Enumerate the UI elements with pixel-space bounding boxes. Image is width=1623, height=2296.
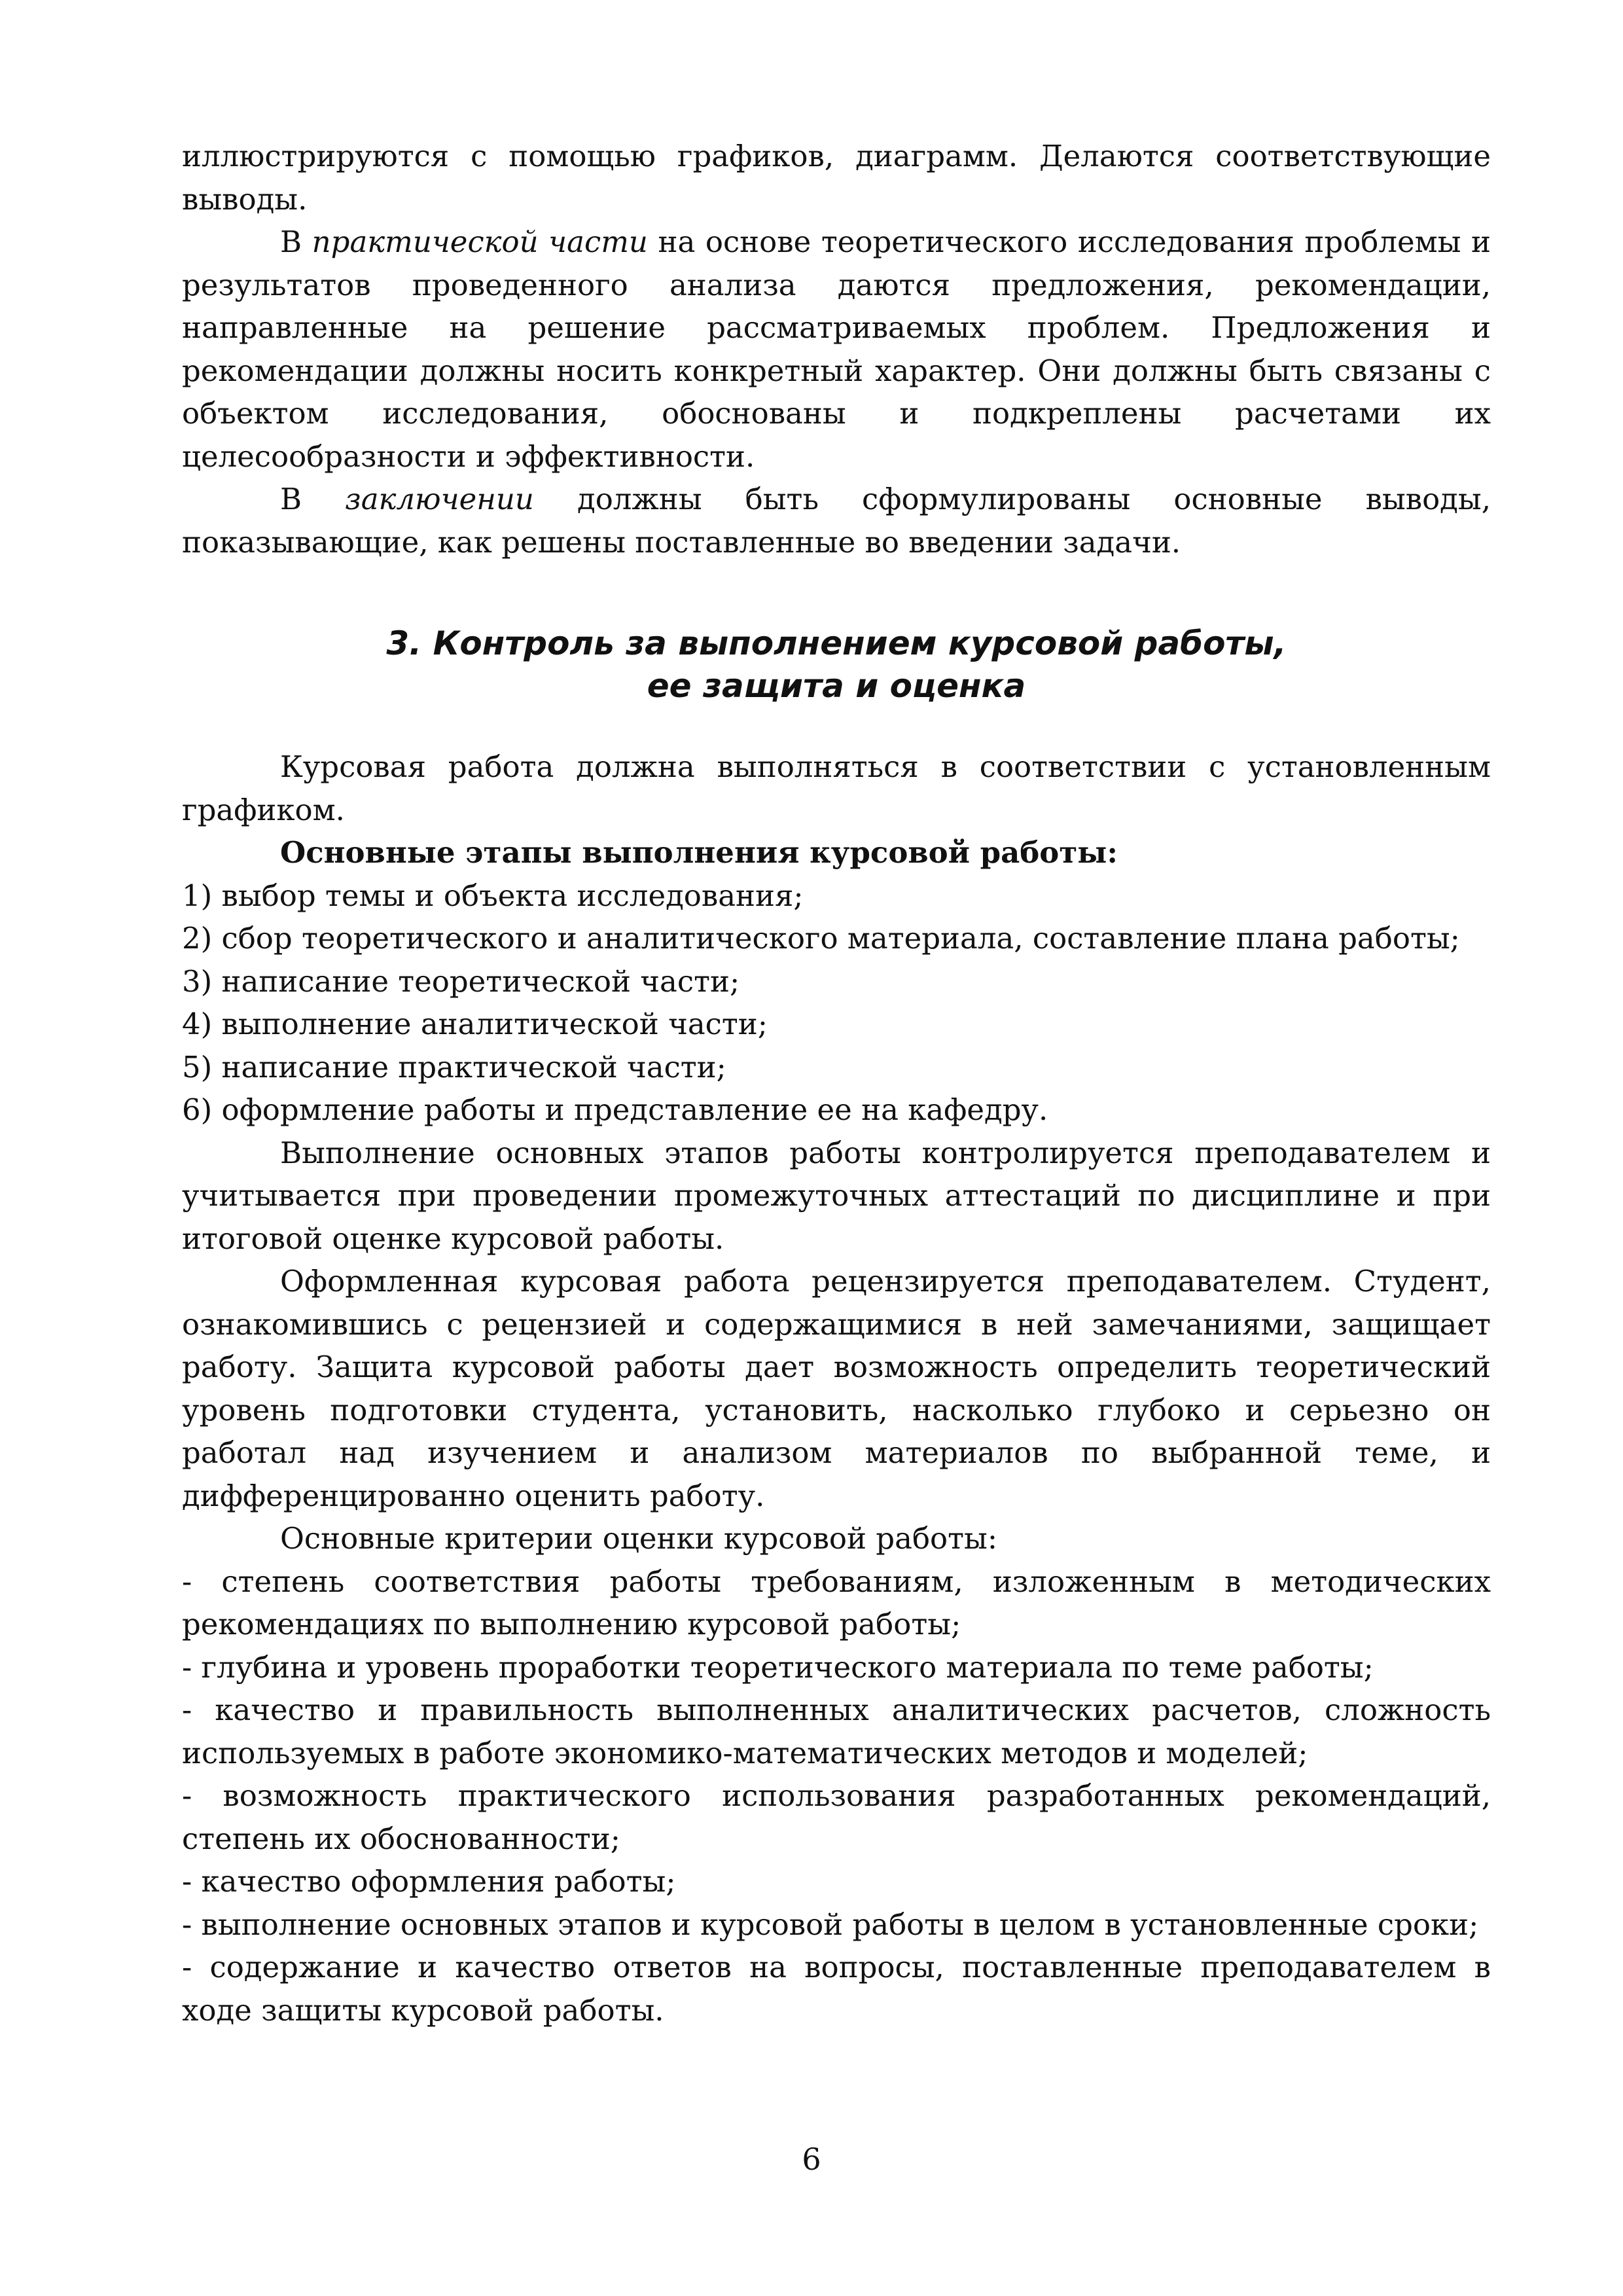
section-paragraph-1: Курсовая работа должна выполняться в соответствии с установленным графиком.: [182, 749, 1491, 827]
emphasis-conclusion: заключении: [345, 482, 534, 516]
section-paragraph-2: Выполнение основных этапов работы контролируется преподавателем и учитывается при проведении промежуточных аттестаций по дисциплине и при итоговой оценке курсовой работы.: [182, 1135, 1491, 1256]
criteria-item: - глубина и уровень проработки теоретического материала по теме работы;: [182, 1649, 1374, 1685]
section-heading: [182, 622, 1491, 708]
criteria-title: Основные критерии оценки курсовой работы:: [280, 1521, 997, 1556]
intro-paragraph-practical: [182, 221, 1491, 478]
intro-paragraph-conclusion: [182, 478, 1491, 564]
stage-item: 3) написание теоретической части;: [182, 963, 740, 999]
criteria-item: - степень соответствия работы требованиям, изложенным в методических рекомендациях по выполнению курсовой работы;: [182, 1564, 1491, 1641]
stage-item: 2) сбор теоретического и аналитического материала, составление плана работы;: [182, 921, 1460, 956]
section-heading-line-2: ее защита и оценка: [647, 667, 1026, 705]
document-page: [182, 135, 1491, 2032]
stage-item: 1) выбор темы и объекта исследования;: [182, 878, 804, 913]
criteria-item: - качество и правильность выполненных аналитических расчетов, сложность используемых в работе экономико-математических методов и моделей;: [182, 1693, 1491, 1770]
criteria-item: - выполнение основных этапов и курсовой работы в целом в установленные сроки;: [182, 1907, 1479, 1942]
criteria-item: - содержание и качество ответов на вопросы, поставленные преподавателем в ходе защиты курсовой работы.: [182, 1950, 1491, 2028]
section-paragraph-3: Оформленная курсовая работа рецензируется преподавателем. Студент, ознакомившись с рецензией и содержащимися в ней замечаниями, защищает работу. Защита курсовой работы дает возможность определить теоретический уровень подготовки студента, установить, насколько глубоко и серьезно он работал над изучением и анализом материалов по выбранной теме, и дифференцированно оценить работу.: [182, 1264, 1491, 1513]
intro-paragraph-1: иллюстрируются с помощью графиков, диаграмм. Делаются соответствующие выводы.: [182, 139, 1491, 217]
stages-title: Основные этапы выполнения курсовой работы:: [280, 835, 1118, 870]
section-heading-line-1: 3. Контроль за выполнением курсовой работы,: [386, 624, 1287, 662]
intro-p2-prefix: В: [280, 224, 312, 259]
stage-item: 5) написание практической части;: [182, 1049, 726, 1085]
stage-item: 4) выполнение аналитической части;: [182, 1007, 768, 1041]
criteria-item: - возможность практического использования разработанных рекомендаций, степень их обоснованности;: [182, 1778, 1491, 1856]
page-number: 6: [802, 2142, 821, 2177]
criteria-item: - качество оформления работы;: [182, 1864, 676, 1899]
stage-item: 6) оформление работы и представление ее на кафедру.: [182, 1092, 1048, 1127]
emphasis-practical-part: практической части: [312, 224, 648, 259]
intro-p2-rest: на основе теоретического исследования проблемы и результатов проведенного анализа даются предложения, рекомендации, направленные на решение рассматриваемых проблем. Предложения и рекомендации должны носить конкретный характер. Они должны быть связаны с объектом исследования, обоснованы и подкреплены расчетами их целесообразности и эффективности.: [182, 224, 1491, 474]
intro-p3-rest: должны быть сформулированы основные выводы, показывающие, как решены поставленные во введении задачи.: [182, 482, 1491, 560]
intro-p3-prefix: В: [280, 482, 346, 516]
